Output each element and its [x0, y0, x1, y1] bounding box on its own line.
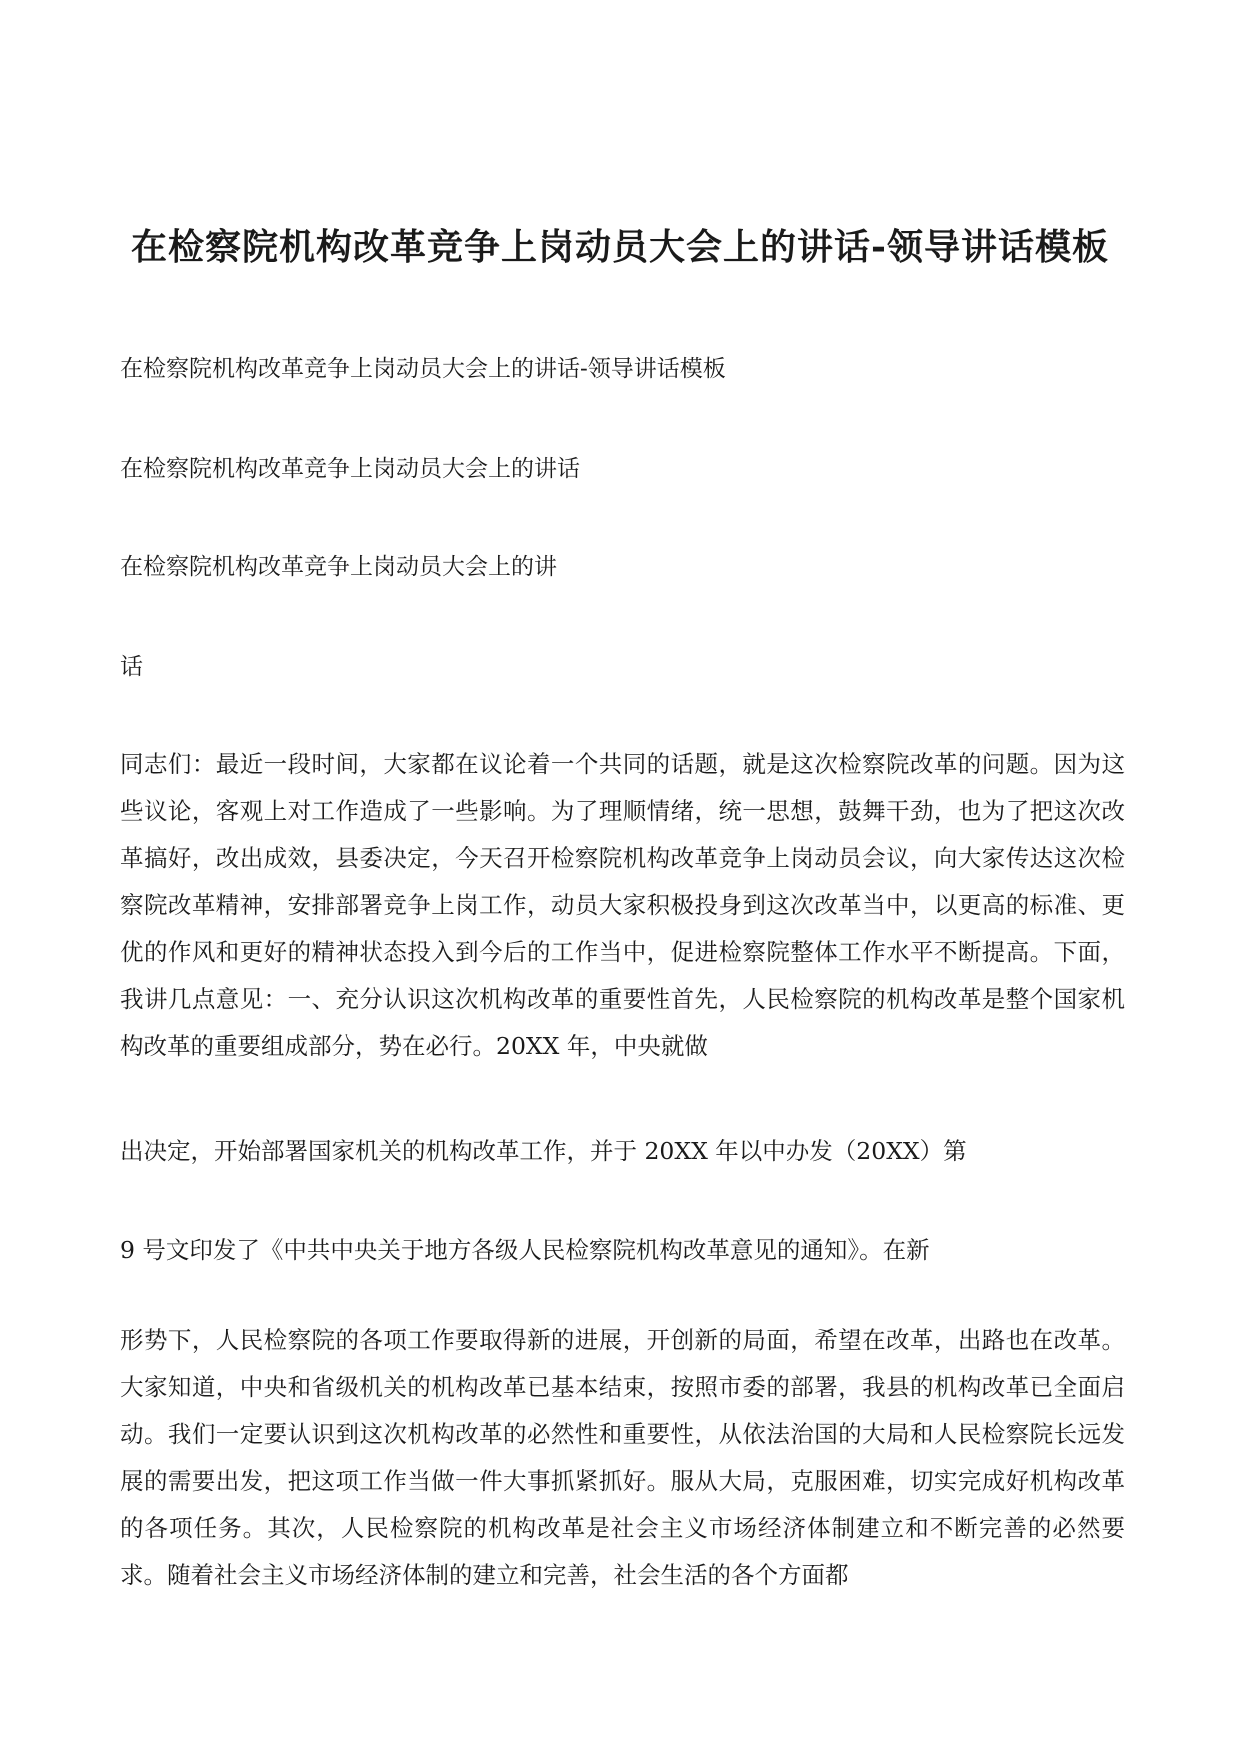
body-paragraph-1: 同志们：最近一段时间，大家都在议论着一个共同的话题，就是这次检察院改革的问题。因为这些议论，客观上对工作造成了一些影响。为了理顺情绪，统一思想，鼓舞干劲，也为了把这次改革搞好，改出成效，县委决定，今天召开检察院机构改革竞争上岗动员会议，向大家传达这次检察院改革精神，安排部署竞争上岗工作，动员大家积极投身到这次改革当中，以更高的标准、更优的作风和更好的精神状态投入到今后的工作当中，促进检察院整体工作水平不断提高。下面，我讲几点意见：一、充分认识这次机构改革的重要性首先，人民检察院的机构改革是整个国家机构改革的重要组成部分，势在必行。20XX 年，中央就做 [120, 750, 1125, 1060]
body-paragraph-4: 形势下，人民检察院的各项工作要取得新的进展，开创新的局面，希望在改革，出路也在改革。大家知道，中央和省级机关的机构改革已基本结束，按照市委的部署，我县的机构改革已全面启动。我们一定要认识到这次机构改革的必然性和重要性，从依法治国的大局和人民检察院长远发展的需要出发，把这项工作当做一件大事抓紧抓好。服从大局，克服困难，切实完成好机构改革的各项任务。其次，人民检察院的机构改革是社会主义市场经济体制建立和不断完善的必然要求。随着社会主义市场经济体制的建立和完善，社会生活的各个方面都 [120, 1326, 1125, 1589]
subtitle-line-3: 在检察院机构改革竞争上岗动员大会上的讲 [120, 554, 557, 580]
subtitle-line-2: 在检察院机构改革竞争上岗动员大会上的讲话 [120, 456, 580, 482]
document-title: 在检察院机构改革竞争上岗动员大会上的讲话-领导讲话模板 [131, 226, 1109, 268]
body-line-3: 9 号文印发了《中共中央关于地方各级人民检察院机构改革意见的通知》。在新 [120, 1236, 930, 1264]
subtitle-line-4: 话 [120, 654, 143, 680]
body-line-2: 出决定，开始部署国家机关的机构改革工作，并于 20XX 年以中办发（20XX）第 [120, 1137, 967, 1165]
subtitle-line-1: 在检察院机构改革竞争上岗动员大会上的讲话-领导讲话模板 [120, 356, 726, 382]
